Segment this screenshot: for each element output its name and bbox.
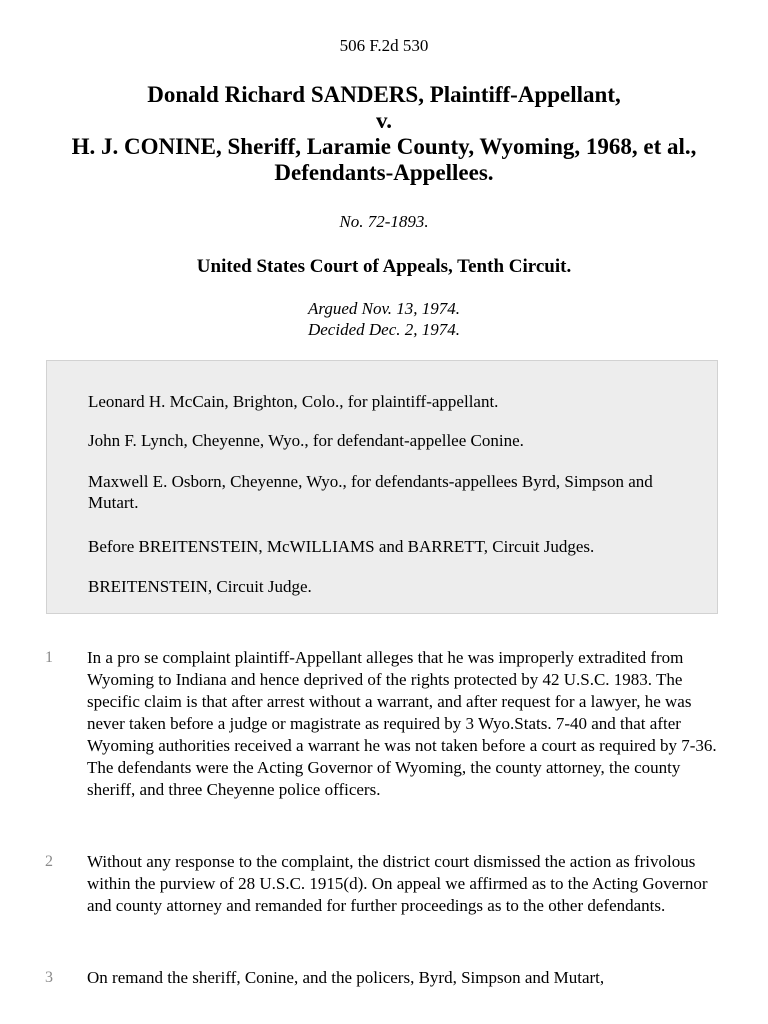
case-title	[40, 82, 728, 186]
paragraph-number: 1	[45, 649, 53, 666]
counsel-line-conine: John F. Lynch, Cheyenne, Wyo., for defendant-appellee Conine.	[88, 431, 524, 450]
case-title-versus: v.	[376, 108, 392, 133]
panel-judges: Before BREITENSTEIN, McWILLIAMS and BARRETT, Circuit Judges.	[88, 537, 595, 556]
counsel-line-appellees: Maxwell E. Osborn, Cheyenne, Wyo., for defendants-appellees Byrd, Simpson and Mutart.	[88, 472, 653, 512]
paragraph-text: In a pro se complaint plaintiff-Appellant alleges that he was improperly extradited from Wyoming to Indiana and hence deprived of the rights protected by 42 U.S.C. 1983. The specific claim is that after arrest without a warrant, and after request for a lawyer, he was never taken before a judge or magistrate as required by 3 Wyo.Stats. 7-40 and that after Wyoming authorities received a warrant he was not taken before a court as required by 7-36. The defendants were the Acting Governor of Wyoming, the county attorney, the county sheriff, and three Cheyenne police officers.	[87, 648, 717, 799]
counsel-line-plaintiff: Leonard H. McCain, Brighton, Colo., for plaintiff-appellant.	[88, 392, 499, 411]
opinion-author: BREITENSTEIN, Circuit Judge.	[88, 577, 312, 596]
case-citation: 506 F.2d 530	[339, 36, 429, 55]
counsel-box	[46, 360, 718, 614]
paragraph-number: 2	[45, 853, 53, 870]
docket-number: No. 72-1893.	[339, 212, 429, 231]
paragraph-text: Without any response to the complaint, the district court dismissed the action as frivolous within the purview of 28 U.S.C. 1915(d). On appeal we affirmed as to the Acting Governor and county attorney and remanded for further proceedings as to the other defendants.	[87, 852, 708, 915]
paragraph-text: On remand the sheriff, Conine, and the policers, Byrd, Simpson and Mutart,	[87, 968, 605, 987]
court-name: United States Court of Appeals, Tenth Circuit.	[196, 256, 572, 277]
case-dates	[0, 298, 768, 340]
decided-date: Decided Dec. 2, 1974.	[307, 320, 460, 339]
case-title-plaintiff: Donald Richard SANDERS, Plaintiff-Appellant,	[147, 82, 621, 107]
case-title-defendants: H. J. CONINE, Sheriff, Laramie County, Wyoming, 1968, et al., Defendants-Appellees.	[71, 134, 697, 185]
argued-date: Argued Nov. 13, 1974.	[307, 299, 461, 318]
paragraph-number: 3	[45, 969, 53, 986]
